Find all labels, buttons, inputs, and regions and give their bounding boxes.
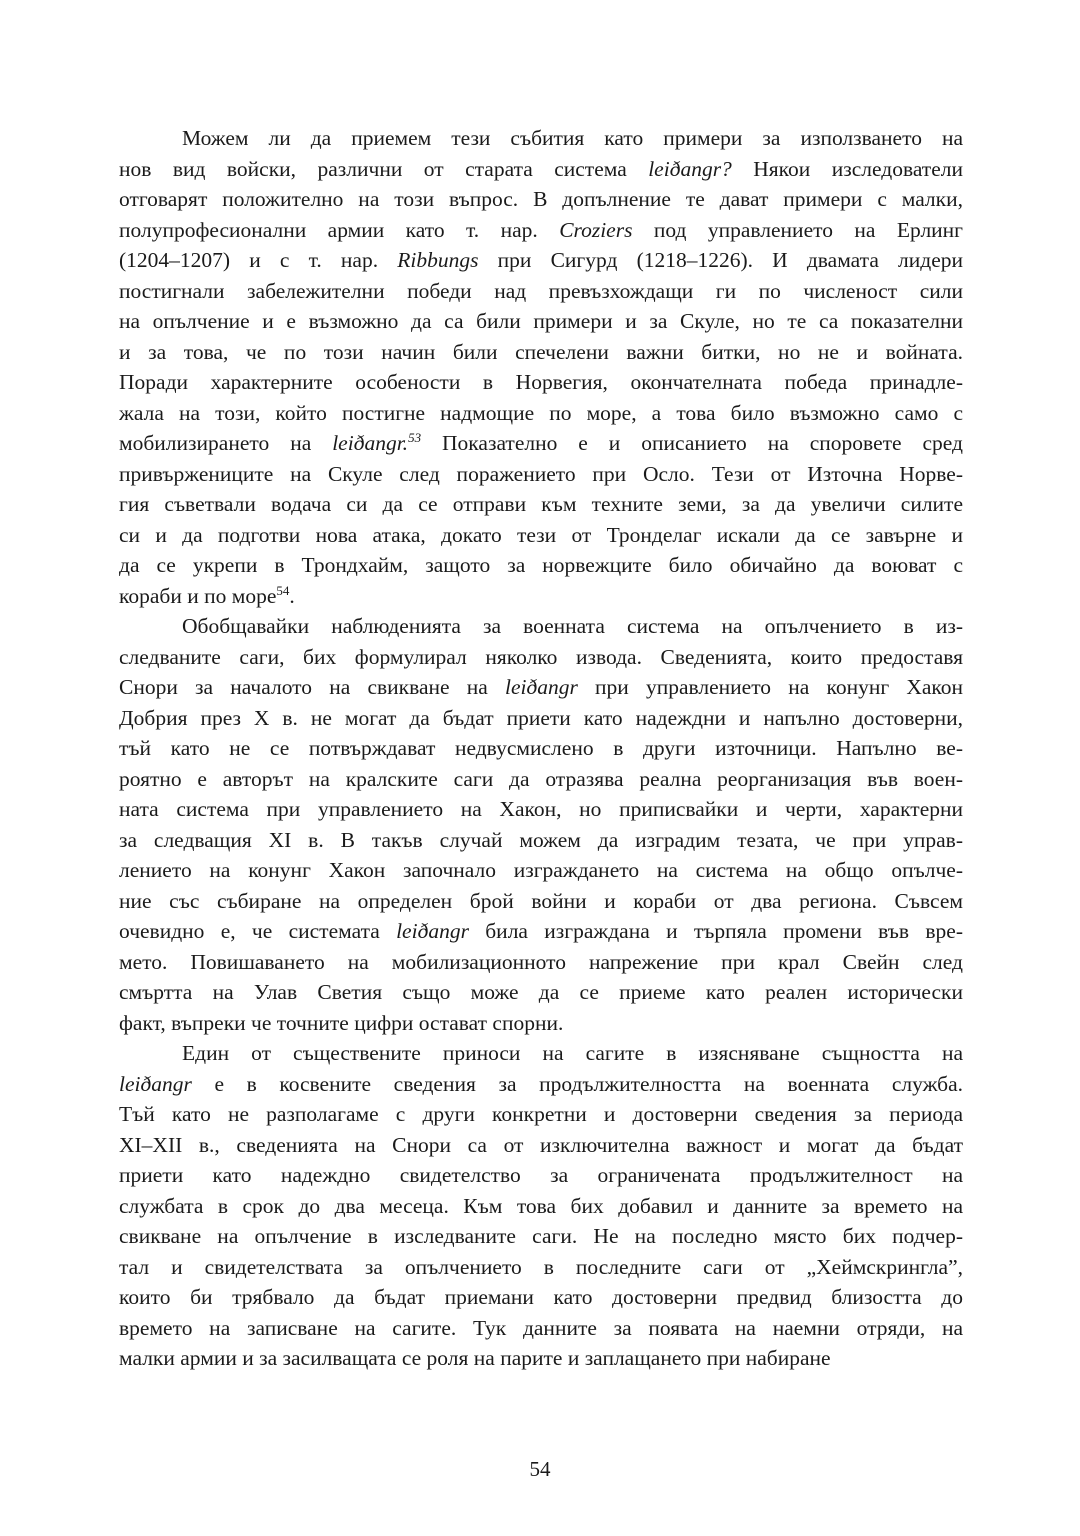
- text-run: свикване на опълчение в изследваните саги. Не на последно място бих подчер-: [119, 1224, 963, 1248]
- text-line: [119, 855, 963, 886]
- italic-term: leiðangr: [396, 919, 469, 943]
- italic-term: leiðangr?: [648, 156, 732, 181]
- paragraph: [119, 123, 963, 611]
- text-line: [119, 1282, 963, 1313]
- text-run: да се укрепи в Трондхайм, защото за норвежците било обичайно да воюват с: [119, 553, 963, 577]
- italic-term: leiðangr.: [332, 431, 409, 455]
- text-run: ната система при управлението на Хакон, но приписвайки и черти, характерни: [119, 797, 963, 821]
- text-run: е в косвените сведения за продължителността на военната служба.: [191, 1071, 963, 1096]
- text-run: при управлението на конунг Хакон: [577, 675, 963, 699]
- italic-term: Ribbungs: [397, 248, 479, 272]
- text-line: [119, 398, 963, 429]
- text-run: смъртта на Улав Светия също може да се приеме като реален исторически: [119, 980, 963, 1004]
- text-line: [119, 1130, 963, 1161]
- text-run: жала на този, който постигне надмощие по море, а това било възможно само с: [119, 400, 963, 425]
- text-run: мобилизирането на: [119, 431, 333, 455]
- text-run: Обобщавайки наблюденията за военната система на опълчението в из-: [182, 614, 963, 638]
- text-run: отговарят положително на този въпрос. В допълнение те дават примери с малки,: [119, 187, 963, 211]
- text-run: лението на конунг Хакон започнало изграждането на система на общо опълче-: [119, 858, 963, 882]
- text-run: Някои изследователи: [731, 156, 963, 181]
- text-line: [119, 886, 963, 917]
- text-run: привържениците на Скуле след поражението при Осло. Тези от Източна Норве-: [119, 461, 963, 486]
- text-line: [119, 1038, 963, 1069]
- text-run: била изграждана и търпяла промени във вре-: [468, 919, 963, 943]
- text-run: Можем ли да приемем тези събития като примери за използването на: [182, 126, 963, 150]
- text-run: времето на записване на сагите. Тук данните за появата на наемни отряди, на: [119, 1315, 963, 1340]
- text-line: [119, 367, 963, 398]
- text-line: [119, 916, 963, 947]
- text-line: [119, 611, 963, 642]
- text-run: полупрофесионални армии като т. нар.: [119, 217, 560, 242]
- text-run: на опълчение и е възможно да са били примери и за Скуле, но те са показателни: [119, 309, 963, 333]
- text-line: [119, 672, 963, 703]
- text-line: [119, 550, 963, 581]
- text-run: тъй като не се потвърждават недвусмислено в други източници. Напълно ве-: [119, 736, 963, 760]
- text-line: [119, 428, 963, 459]
- text-line: [119, 337, 963, 368]
- text-line: [119, 184, 963, 215]
- italic-term: Croziers: [559, 217, 633, 242]
- footnote-ref: 54: [276, 582, 290, 598]
- text-line: [119, 764, 963, 795]
- text-run: Поради характерните особености в Норвегия, окончателната победа принадле-: [119, 370, 963, 394]
- text-run: .: [289, 583, 295, 608]
- text-line: [119, 733, 963, 764]
- text-run: следваните саги, бих формулирал няколко извода. Сведенията, които предоставя: [119, 644, 963, 669]
- text-line: [119, 215, 963, 246]
- text-line: [119, 154, 963, 185]
- text-run: които би трябвало да бъдат приемани като достоверни предвид близостта до: [119, 1285, 963, 1309]
- text-run: при Сигурд (1218–1226). И двамата лидери: [478, 248, 963, 272]
- text-run: нов вид войски, различни от старата система: [119, 156, 649, 181]
- text-run: постигнали забележителни победи над превъзхождащи ги по численост сили: [119, 278, 963, 303]
- text-line: [119, 306, 963, 337]
- text-run: ние със събиране на определен брой войни и кораби от два региона. Съвсем: [119, 888, 963, 913]
- paragraph: [119, 1038, 963, 1374]
- text-line: [119, 245, 963, 276]
- text-line: [119, 825, 963, 856]
- text-run: очевидно е, че системата: [119, 919, 397, 943]
- text-line: [119, 520, 963, 551]
- text-line: [119, 703, 963, 734]
- body-text: [119, 123, 963, 1374]
- text-line: [119, 1221, 963, 1252]
- text-run: и за това, че по този начин били спечелени важни битки, но не и войната.: [119, 339, 963, 364]
- text-run: факт, въпреки че точните цифри остават спорни.: [119, 1010, 564, 1035]
- text-line: [119, 581, 963, 612]
- footnote-ref: 53: [408, 430, 422, 445]
- text-line: [119, 1191, 963, 1222]
- text-line: [119, 459, 963, 490]
- italic-term: leiðangr: [119, 1071, 192, 1096]
- text-line: [119, 977, 963, 1008]
- italic-term: leiðangr: [504, 675, 578, 699]
- text-run: приети като надеждно свидетелство за ограничената продължителност на: [119, 1163, 963, 1187]
- text-run: Един от съществените приноси на сагите в изясняване същността на: [182, 1041, 963, 1065]
- text-run: XI–XII в., сведенията на Снори са от изключителна важност и могат да бъдат: [119, 1132, 963, 1157]
- text-line: [119, 1099, 963, 1130]
- text-line: [119, 642, 963, 673]
- text-run: под управлението на Ерлинг: [632, 217, 963, 242]
- text-line: [119, 489, 963, 520]
- text-line: [119, 794, 963, 825]
- text-run: Снори за началото на свикване на: [119, 675, 505, 699]
- text-run: Показателно е и описанието на споровете сред: [421, 431, 963, 455]
- text-run: мето. Повишаването на мобилизационното напрежение при крал Свейн след: [119, 949, 963, 974]
- text-line: [119, 1313, 963, 1344]
- text-run: тал и свидетелствата за опълчението в последните саги от „Хеймскрингла”,: [119, 1254, 963, 1279]
- text-line: [119, 1008, 963, 1039]
- text-line: [119, 123, 963, 154]
- text-line: [119, 1160, 963, 1191]
- text-run: Тъй като не разполагаме с други конкретни и достоверни сведения за периода: [119, 1102, 963, 1126]
- text-run: (1204–1207) и с т. нар.: [119, 248, 398, 272]
- text-run: малки армии и за засилващата се роля на парите и заплащането при набиране: [119, 1346, 831, 1370]
- text-run: за следващия XI в. В такъв случай можем да изградим тезата, че при управ-: [119, 827, 963, 852]
- text-run: Добрия през X в. не могат да бъдат приети като надеждни и напълно достоверни,: [119, 705, 963, 730]
- text-line: [119, 276, 963, 307]
- text-run: кораби и по море: [119, 583, 277, 608]
- text-line: [119, 1252, 963, 1283]
- page-number: 54: [529, 1457, 551, 1481]
- text-run: си и да подготви нова атака, докато тези от Тронделаг искали да се завърне и: [119, 522, 963, 547]
- text-line: [119, 947, 963, 978]
- text-run: службата в срок до два месеца. Към това бих добавил и данните за времето на: [119, 1193, 963, 1218]
- text-line: [119, 1069, 963, 1100]
- text-run: гия съветвали водача си да се отправи към техните земи, за да увеличи силите: [119, 492, 963, 516]
- text-run: роятно е авторът на кралските саги да отразява реална реорганизация във воен-: [119, 766, 963, 791]
- text-line: [119, 1343, 963, 1374]
- paragraph: [119, 611, 963, 1038]
